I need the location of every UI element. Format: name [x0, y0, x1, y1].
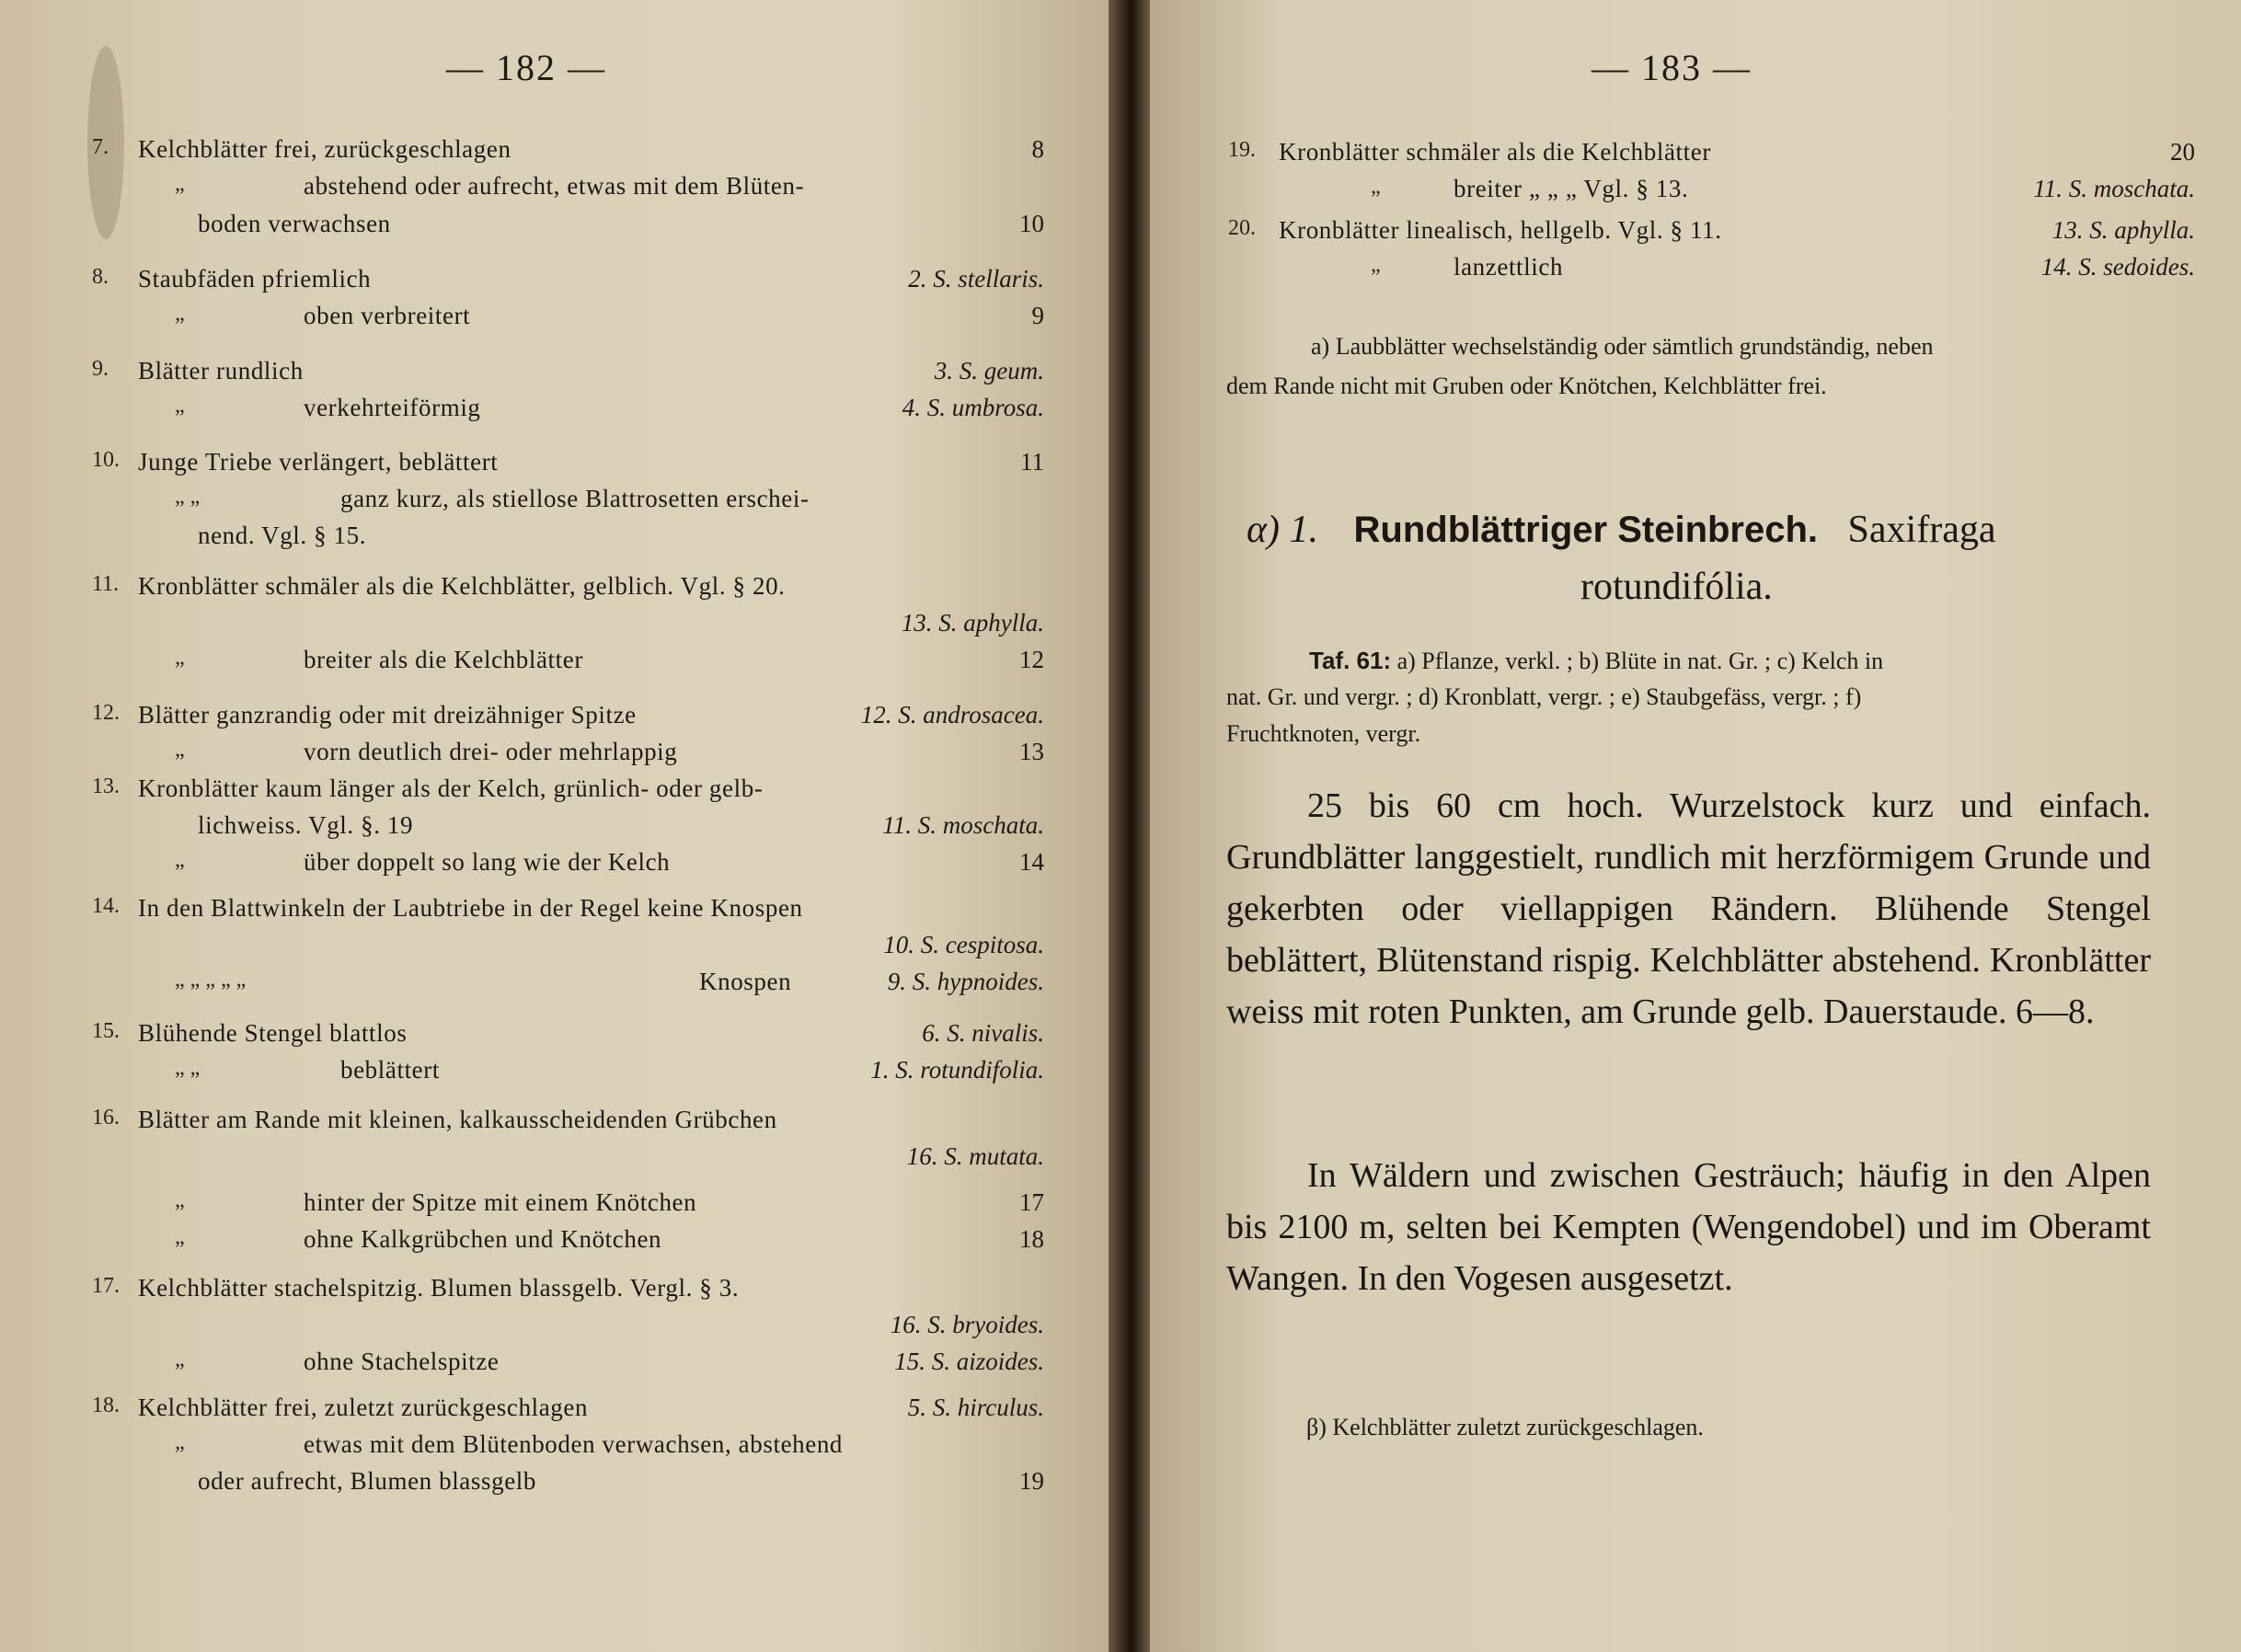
- key-entry-number: „: [175, 172, 185, 196]
- key-entry-reference: 1. S. rotundifolia.: [870, 1056, 1044, 1084]
- plate-line-2: nat. Gr. und vergr. ; d) Kronblatt, vergr. ; e) Staubgefäss, vergr. ; f): [1226, 683, 1862, 710]
- species-common-name: Rundblättriger Steinbrech.: [1353, 510, 1819, 550]
- key-entry-text: Blätter ganzrandig oder mit dreizähniger Spitze: [138, 701, 637, 728]
- key-entry-number: 13.: [92, 774, 120, 798]
- key-entry-number: „: [175, 1225, 185, 1249]
- page-number-183: — 183 —: [1592, 47, 1752, 88]
- key-entry-reference: 12. S. androsacea.: [860, 701, 1044, 728]
- key-entry-reference: 11. S. moschata.: [882, 811, 1044, 839]
- key-entry-reference: 16. S. bryoides.: [890, 1311, 1044, 1338]
- key-entry-text: etwas mit dem Blütenboden verwachsen, abstehend: [304, 1430, 844, 1458]
- key-entry-text: oben verbreitert: [304, 302, 471, 329]
- key-entry-number: 18.: [92, 1394, 120, 1417]
- species-latin-name-1: Saxifraga: [1847, 509, 1996, 551]
- key-entry-reference: 14: [1019, 848, 1044, 876]
- key-entry-reference: 16. S. mutata.: [906, 1142, 1044, 1170]
- key-entry-reference: 9: [1031, 302, 1044, 329]
- key-entry-number: „ „ „ „ „: [175, 968, 247, 992]
- species-prefix: α) 1.: [1247, 509, 1319, 551]
- key-entry-text: In den Blattwinkeln der Laubtriebe in der Regel keine Knospen: [138, 894, 803, 922]
- key-entry-number: 7.: [92, 135, 109, 159]
- page-number-182: — 182 —: [446, 47, 606, 88]
- key-entry-text: Kronblätter linealisch, hellgelb. Vgl. § 11.: [1279, 216, 1722, 244]
- key-entry-reference: 15. S. aizoides.: [894, 1348, 1044, 1375]
- key-entry-text: Kronblätter schmäler als die Kelchblätter, gelblich. Vgl. § 20.: [138, 572, 786, 600]
- key-entry-number: 15.: [92, 1019, 120, 1043]
- key-entry-number: „: [175, 1188, 185, 1212]
- key-entry-reference: 11: [1020, 448, 1044, 476]
- key-entry-text: lanzettlich: [1454, 253, 1564, 281]
- key-entry-reference: 3. S. geum.: [934, 357, 1044, 384]
- key-entry-number: 12.: [92, 701, 120, 725]
- key-entry-text: ohne Stachelspitze: [304, 1348, 500, 1375]
- key-entry-reference: 14. S. sedoides.: [2040, 253, 2195, 281]
- key-entry-text: Blätter am Rande mit kleinen, kalkausscheidenden Grübchen: [138, 1106, 777, 1133]
- key-entry-number: „: [175, 1348, 185, 1371]
- key-entry-reference: 9. S. hypnoides.: [887, 968, 1044, 995]
- plate-label: Taf. 61:: [1309, 647, 1392, 674]
- key-entry-text: Junge Triebe verlängert, beblättert: [138, 448, 499, 476]
- group-note-line-1: a) Laubblätter wechselständig oder sämtlich grundständig, neben: [1311, 333, 1934, 360]
- key-entry-reference: 13. S. aphylla.: [901, 609, 1044, 637]
- plate-text-1: a) Pflanze, verkl. ; b) Blüte in nat. Gr. ; c) Kelch in: [1396, 648, 1884, 674]
- key-entry-text: hinter der Spitze mit einem Knötchen: [304, 1188, 697, 1216]
- key-entry-reference: 8: [1031, 135, 1044, 163]
- species-latin-name-2: rotundifólia.: [1580, 566, 1773, 608]
- plate-line-3: Fruchtknoten, vergr.: [1226, 720, 1421, 747]
- book-gutter: [1109, 0, 1150, 1652]
- key-entry-number: 16.: [92, 1106, 120, 1130]
- key-entry-number: „: [175, 394, 185, 418]
- key-entry-number: „: [175, 1430, 185, 1454]
- key-entry-text: vorn deutlich drei- oder mehrlappig: [304, 738, 678, 765]
- habitat-paragraph: In Wäldern und zwischen Gesträuch; häufig in den Alpen bis 2100 m, selten bei Kempten (Wengendobel) und im Oberamt Wangen. In den Vogesen ausgesetzt.: [1226, 1156, 2151, 1298]
- key-entry-reference: 2. S. stellaris.: [908, 265, 1044, 293]
- key-entry-number: „: [175, 646, 185, 670]
- species-description: [1226, 780, 2151, 1038]
- key-entry-number: „: [175, 302, 185, 326]
- beta-note: β) Kelchblätter zuletzt zurückgeschlagen.: [1306, 1414, 1704, 1440]
- species-habitat: [1226, 1150, 2151, 1304]
- key-entry-text: nend. Vgl. § 15.: [198, 522, 367, 549]
- key-entry-text: Kronblätter kaum länger als der Kelch, grünlich- oder gelb-: [138, 774, 764, 802]
- key-entry-number: 8.: [92, 265, 109, 289]
- key-entry-text: beblättert: [340, 1056, 440, 1084]
- key-entry-number: 11.: [92, 572, 120, 596]
- key-entry-number: 19.: [1228, 138, 1256, 162]
- key-entry-text: oder aufrecht, Blumen blassgelb: [198, 1467, 536, 1495]
- key-entry-reference: 18: [1019, 1225, 1044, 1253]
- key-entry-reference: 13: [1019, 738, 1044, 765]
- key-entry-number: „: [175, 848, 185, 872]
- key-entry-text: Blätter rundlich: [138, 357, 304, 384]
- key-entry-number: „: [1371, 253, 1381, 277]
- key-entry-reference: 5. S. hirculus.: [907, 1394, 1044, 1421]
- key-entry-text: breiter als die Kelchblätter: [304, 646, 583, 673]
- key-entry-number: 14.: [92, 894, 120, 918]
- key-entry-text: boden verwachsen: [198, 210, 391, 237]
- key-entry-number: 10.: [92, 448, 120, 472]
- key-entry-reference: 6. S. nivalis.: [922, 1019, 1044, 1047]
- key-entry-reference: 10. S. cespitosa.: [883, 931, 1044, 958]
- key-entry-reference: 11. S. moschata.: [2033, 175, 2195, 202]
- description-paragraph: 25 bis 60 cm hoch. Wurzelstock kurz und einfach. Grundblätter langgestielt, rundlich mit herzförmigem Grunde und gekerbten oder viellappigen Rändern. Blühende Stengel beblättert, Blütenstand rispig. Kelchblätter abstehend. Kronblätter weiss mit roten Punkten, am Grunde gelb. Dauerstaude. 6—8.: [1226, 786, 2151, 1031]
- key-entry-text: Kronblätter schmäler als die Kelchblätter: [1279, 138, 1711, 166]
- key-entry-number: 9.: [92, 357, 109, 381]
- key-entry-number: „ „: [175, 1056, 201, 1080]
- key-entry-text: abstehend oder aufrecht, etwas mit dem Blüten-: [304, 172, 805, 200]
- species-heading: [1247, 508, 1995, 552]
- key-entry-text: ohne Kalkgrübchen und Knötchen: [304, 1225, 662, 1253]
- key-entry-number: „ „: [175, 485, 201, 509]
- group-note-line-2: dem Rande nicht mit Gruben oder Knötchen, Kelchblätter frei.: [1226, 373, 1827, 399]
- key-entry-reference: 17: [1019, 1188, 1044, 1216]
- key-entry-text: lichweiss. Vgl. §. 19: [198, 811, 414, 839]
- key-entry-reference: 10: [1019, 210, 1044, 237]
- key-entry-text: über doppelt so lang wie der Kelch: [304, 848, 671, 876]
- key-entry-text: verkehrteiförmig: [304, 394, 481, 421]
- key-entry-text: Blühende Stengel blattlos: [138, 1019, 408, 1047]
- key-entry-reference: 20: [2170, 138, 2195, 166]
- plate-line-1: [1309, 642, 1883, 680]
- key-entry-text: Staubfäden pfriemlich: [138, 265, 372, 293]
- key-entry-text: ganz kurz, als stiellose Blattrosetten erschei-: [340, 485, 810, 512]
- key-entry-text: breiter „ „ „ Vgl. § 13.: [1454, 175, 1689, 202]
- key-entry-number: „: [175, 738, 185, 762]
- left-page: [0, 0, 1109, 1652]
- key-entry-reference: 12: [1019, 646, 1044, 673]
- key-entry-number: „: [1371, 175, 1381, 199]
- key-entry-number: 17.: [92, 1274, 120, 1298]
- key-entry-text: Kelchblätter frei, zuletzt zurückgeschlagen: [138, 1394, 589, 1421]
- key-entry-reference: 4. S. umbrosa.: [902, 394, 1044, 421]
- key-entry-text: Kelchblätter frei, zurückgeschlagen: [138, 135, 511, 163]
- key-entry-text: Knospen: [699, 968, 792, 995]
- key-entry-reference: 19: [1019, 1467, 1044, 1495]
- key-entry-reference: 13. S. aphylla.: [2051, 216, 2195, 244]
- key-entry-text: Kelchblätter stachelspitzig. Blumen blassgelb. Vergl. § 3.: [138, 1274, 740, 1302]
- key-entry-number: 20.: [1228, 216, 1256, 240]
